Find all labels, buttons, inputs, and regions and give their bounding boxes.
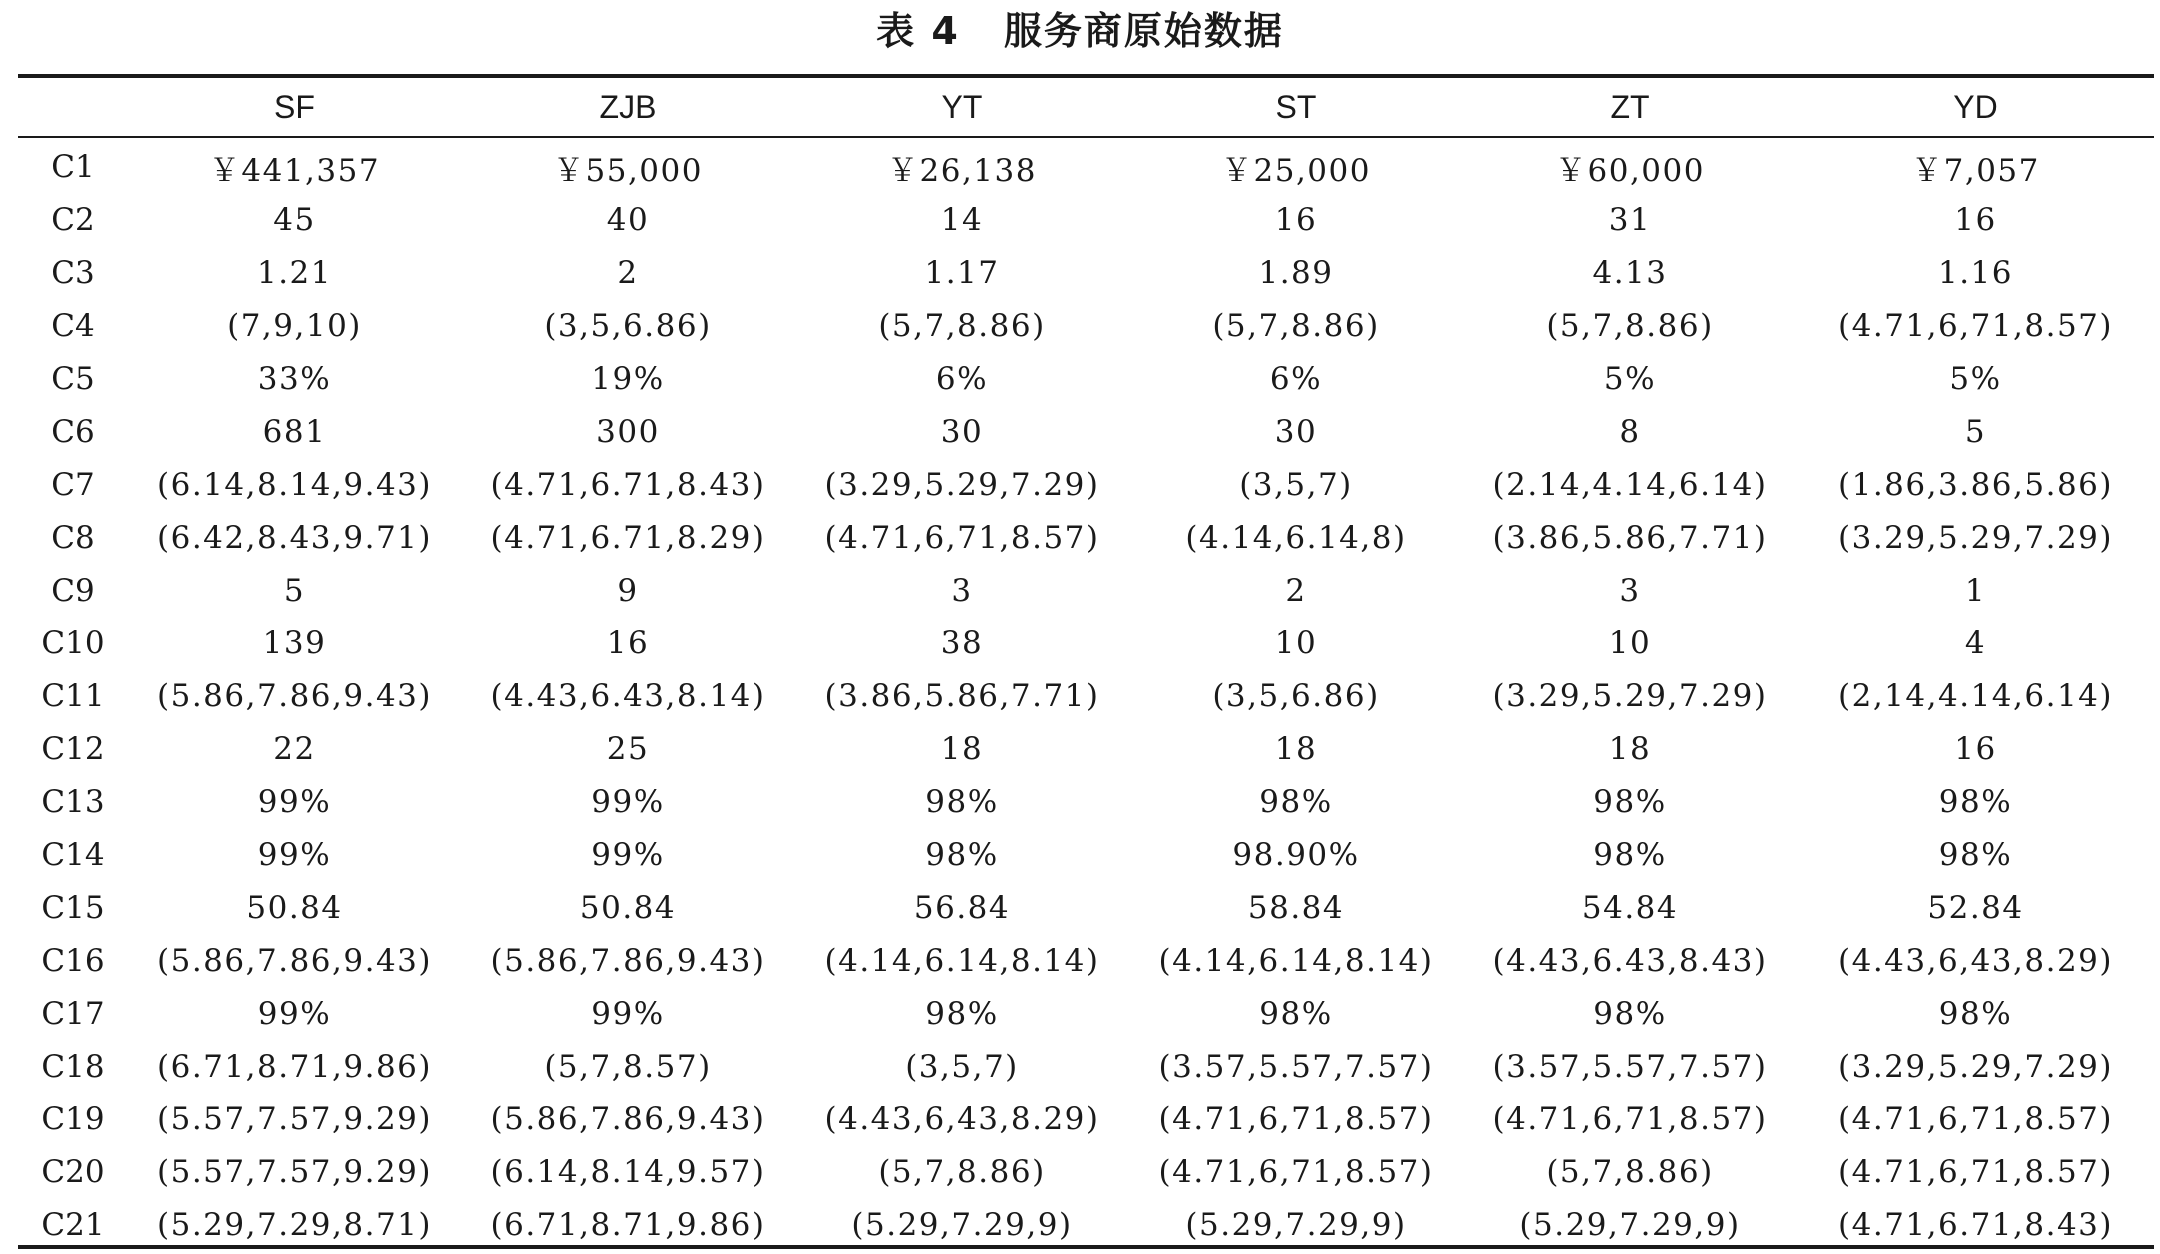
table-cell: (7,9,10) xyxy=(227,308,362,345)
row-label: C14 xyxy=(41,837,105,874)
table-cell: 31 xyxy=(1608,202,1652,239)
table-cell: 2 xyxy=(617,255,639,292)
table-cell: 16 xyxy=(1954,202,1997,239)
table-cell: 99% xyxy=(591,837,665,874)
table-cell: (3.29,5.29,7.29) xyxy=(824,466,1100,503)
row-label: C16 xyxy=(41,942,105,979)
table-cell: (4.14,6.14,8) xyxy=(1185,519,1407,556)
table-cell: (5.29,7.29,9) xyxy=(851,1207,1073,1244)
table-cell: 10 xyxy=(1608,625,1652,662)
table-cell: (5,7,8.86) xyxy=(1212,308,1380,345)
table-cell: 18 xyxy=(940,731,984,768)
table-cell: 40 xyxy=(606,202,650,239)
table-number: 表 4 xyxy=(876,9,960,53)
bottom-rule xyxy=(18,1245,2154,1249)
table-cell: 16 xyxy=(1274,202,1318,239)
table-cell: 99% xyxy=(257,995,332,1032)
table-cell: 10 xyxy=(1274,625,1318,662)
table-cell: (3,5,6.86) xyxy=(544,308,712,345)
table-row xyxy=(18,300,2154,353)
table-row xyxy=(18,987,2154,1040)
table-cell: (5.86,7.86,9.43) xyxy=(157,678,432,715)
table-cell: (3.29,5.29,7.29) xyxy=(1838,519,2113,556)
table-row xyxy=(18,564,2154,617)
table-cell: (5.29,7.29,8.71) xyxy=(157,1207,432,1244)
table-cell: 99% xyxy=(591,784,665,821)
table-cell: 1.89 xyxy=(1258,255,1334,292)
table-cell: 300 xyxy=(596,413,660,450)
table-cell: (4.71,6,71,8.57) xyxy=(1838,1154,2113,1191)
table-cell: 38 xyxy=(940,625,984,662)
table-cell: 99% xyxy=(257,837,332,874)
table-cell: 139 xyxy=(262,625,327,662)
top-rule xyxy=(18,74,2154,78)
table-cell: 52.84 xyxy=(1927,889,2024,926)
table-cell: (3,5,7) xyxy=(1239,466,1353,503)
table-cell: (3.57,5.57,7.57) xyxy=(1492,1048,1768,1085)
table-row xyxy=(18,776,2154,829)
table-cell: 98% xyxy=(1938,837,2013,874)
table-cell: (4.71,6.71,8.43) xyxy=(1838,1207,2113,1244)
table-cell: (4.43,6.43,8.14) xyxy=(490,678,766,715)
table-cell: (5.57,7.57,9.29) xyxy=(157,1154,432,1191)
table-cell: 33% xyxy=(257,361,332,397)
table-cell: 6% xyxy=(935,361,989,397)
table-cell: (2,14,4.14,6.14) xyxy=(1838,678,2113,715)
table-row xyxy=(18,1093,2154,1146)
table-cell: 1 xyxy=(1964,572,1987,609)
table-cell: 98% xyxy=(925,837,999,874)
table-row xyxy=(18,194,2154,247)
table-cell: 16 xyxy=(1954,731,1997,768)
table-cell: (4.14,6.14,8.14) xyxy=(824,942,1100,979)
table-row xyxy=(18,1040,2154,1093)
table-cell: 1.17 xyxy=(924,255,1000,292)
table-cell: (3.29,5.29,7.29) xyxy=(1838,1048,2113,1085)
header-row xyxy=(18,80,2154,134)
table-cell: 30 xyxy=(1274,413,1318,450)
table-cell: (2.14,4.14,6.14) xyxy=(1492,466,1768,503)
table-cell: 5 xyxy=(1964,413,1987,450)
row-label: C11 xyxy=(41,678,105,715)
row-label: C18 xyxy=(41,1048,105,1085)
row-label: C19 xyxy=(41,1101,105,1138)
table-cell: (4.43,6.43,8.43) xyxy=(1492,942,1768,979)
row-label: C5 xyxy=(51,361,95,397)
table-cell: (6.14,8.14,9.57) xyxy=(490,1154,766,1191)
table-cell: (3.29,5.29,7.29) xyxy=(1492,678,1768,715)
table-cell: 50.84 xyxy=(246,889,343,926)
table-cell: 1.16 xyxy=(1937,255,2014,292)
table-cell: 6% xyxy=(1269,361,1323,397)
row-label: C17 xyxy=(41,995,105,1032)
table-cell: 4 xyxy=(1964,625,1987,662)
table-cell: (5,7,8.57) xyxy=(544,1048,712,1085)
table-cell: (4.14,6.14,8.14) xyxy=(1158,942,1434,979)
table-cell: (4.71,6,71,8.57) xyxy=(1838,1101,2113,1138)
table-row xyxy=(18,1146,2154,1199)
table-cell: (4.71,6.71,8.29) xyxy=(490,519,766,556)
table-cell: 99% xyxy=(591,995,665,1032)
table-cell: 25 xyxy=(606,731,650,768)
table-cell: (6.71,8.71,9.86) xyxy=(157,1048,432,1085)
row-label: C3 xyxy=(51,255,95,292)
table-cell: (4.43,6,43,8.29) xyxy=(1838,942,2113,979)
table-cell: 5% xyxy=(1949,361,2002,397)
table-row xyxy=(18,829,2154,882)
table-cell: 22 xyxy=(273,731,316,768)
table-cell: 56.84 xyxy=(913,889,1011,926)
table-cell: (5,7,8.86) xyxy=(1546,308,1714,345)
table-cell: 98% xyxy=(925,784,999,821)
table-cell: 45 xyxy=(273,202,316,239)
table-row xyxy=(18,1199,2154,1252)
table-cell: (6.42,8.43,9.71) xyxy=(157,519,432,556)
table-cell: (5.29,7.29,9) xyxy=(1185,1207,1407,1244)
table-cell: (5,7,8.86) xyxy=(878,308,1046,345)
table-cell: 3 xyxy=(1619,572,1641,609)
table-cell: 5% xyxy=(1603,361,1657,397)
table-row xyxy=(18,405,2154,458)
table-cell: 4.13 xyxy=(1592,255,1668,292)
table-cell: (4.71,6.71,8.43) xyxy=(490,466,766,503)
table-row xyxy=(18,934,2154,987)
header-rule xyxy=(18,136,2154,138)
table-cell: (3.57,5.57,7.57) xyxy=(1158,1048,1434,1085)
table-row xyxy=(18,723,2154,776)
column-header-zjb: ZJB xyxy=(599,88,657,125)
table-cell: 98% xyxy=(1593,837,1667,874)
row-label: C1 xyxy=(51,149,95,186)
row-label: C20 xyxy=(41,1154,105,1191)
table-row xyxy=(18,458,2154,511)
table-cell: (6.14,8.14,9.43) xyxy=(157,466,432,503)
table-cell: ￥25,000 xyxy=(1221,152,1371,189)
table-cell: 19% xyxy=(591,361,665,397)
table-row xyxy=(18,353,2154,406)
table-cell: 98% xyxy=(1259,784,1333,821)
table-cell: (3,5,6.86) xyxy=(1212,678,1380,715)
row-label: C8 xyxy=(51,519,95,556)
table-cell: 2 xyxy=(1285,572,1307,609)
table-row xyxy=(18,511,2154,564)
table-cell: (4.71,6,71,8.57) xyxy=(1492,1101,1768,1138)
row-label: C21 xyxy=(41,1207,105,1244)
table-cell: (1.86,3.86,5.86) xyxy=(1838,466,2113,503)
table-cell: 98% xyxy=(1938,784,2013,821)
table-cell: (3.86,5.86,7.71) xyxy=(824,678,1100,715)
row-label: C4 xyxy=(51,308,95,345)
table-cell: 1.21 xyxy=(256,255,333,292)
table-cell: 14 xyxy=(940,202,984,239)
table-row xyxy=(18,881,2154,934)
table-cell: (5.29,7.29,9) xyxy=(1519,1207,1741,1244)
table-cell: ￥441,357 xyxy=(208,152,381,189)
column-header-st: ST xyxy=(1275,88,1317,125)
table-cell: 98% xyxy=(1259,995,1333,1032)
table-cell: 5 xyxy=(283,572,306,609)
table-row xyxy=(18,247,2154,300)
table-cell: (5,7,8.86) xyxy=(1546,1154,1714,1191)
row-label: C12 xyxy=(41,731,105,768)
table-cell: 18 xyxy=(1274,731,1318,768)
table-cell: 98% xyxy=(925,995,999,1032)
table-cell: (5.86,7.86,9.43) xyxy=(490,1101,766,1138)
table-cell: (4.71,6,71,8.57) xyxy=(1838,308,2113,345)
table-cell: (3.86,5.86,7.71) xyxy=(1492,519,1768,556)
table-cell: (4.71,6,71,8.57) xyxy=(824,519,1100,556)
column-header-yt: YT xyxy=(941,88,983,125)
row-label: C6 xyxy=(51,413,95,450)
row-label: C13 xyxy=(41,784,105,821)
table-row xyxy=(18,670,2154,723)
table-cell: ￥55,000 xyxy=(553,152,703,189)
column-header-yd: YD xyxy=(1953,88,1998,125)
table-cell: (5.86,7.86,9.43) xyxy=(157,942,432,979)
table-cell: 681 xyxy=(262,413,327,450)
table-title: 服务商原始数据 xyxy=(1003,9,1284,53)
table-cell: 98% xyxy=(1593,995,1667,1032)
table-row xyxy=(18,141,2154,194)
table-cell: (3,5,7) xyxy=(905,1048,1019,1085)
table-cell: 9 xyxy=(617,572,639,609)
table-cell: 8 xyxy=(1619,413,1641,450)
table-cell: 18 xyxy=(1608,731,1652,768)
row-label: C7 xyxy=(51,466,95,503)
table-cell: ￥7,057 xyxy=(1911,152,2040,189)
table-cell: 50.84 xyxy=(579,889,677,926)
table-cell: 30 xyxy=(940,413,984,450)
column-header-zt: ZT xyxy=(1610,88,1650,125)
table-cell: 98.90% xyxy=(1232,837,1360,874)
table-header xyxy=(18,80,2154,134)
table-cell: (4.71,6,71,8.57) xyxy=(1158,1101,1434,1138)
table-cell: (6.71,8.71,9.86) xyxy=(490,1207,766,1244)
row-label: C15 xyxy=(41,889,105,926)
table-cell: 98% xyxy=(1593,784,1667,821)
row-label: C2 xyxy=(51,202,95,239)
table-cell: 3 xyxy=(951,572,973,609)
table-cell: 54.84 xyxy=(1581,889,1679,926)
table-cell: (4.71,6,71,8.57) xyxy=(1158,1154,1434,1191)
table-caption xyxy=(0,6,2160,56)
table-body xyxy=(18,141,2154,1252)
table-cell: ￥60,000 xyxy=(1555,152,1705,189)
table-cell: (4.43,6,43,8.29) xyxy=(824,1101,1100,1138)
table-row xyxy=(18,617,2154,670)
table-cell: 16 xyxy=(606,625,650,662)
table-cell: ￥26,138 xyxy=(887,152,1037,189)
table-cell: (5.86,7.86,9.43) xyxy=(490,942,766,979)
table-cell: (5,7,8.86) xyxy=(878,1154,1046,1191)
row-label: C10 xyxy=(41,625,105,662)
table-cell: 99% xyxy=(257,784,332,821)
table-cell: 98% xyxy=(1938,995,2013,1032)
column-header-sf: SF xyxy=(274,88,315,125)
table-cell: (5.57,7.57,9.29) xyxy=(157,1101,432,1138)
row-label: C9 xyxy=(51,572,95,609)
table-cell: 58.84 xyxy=(1247,889,1345,926)
